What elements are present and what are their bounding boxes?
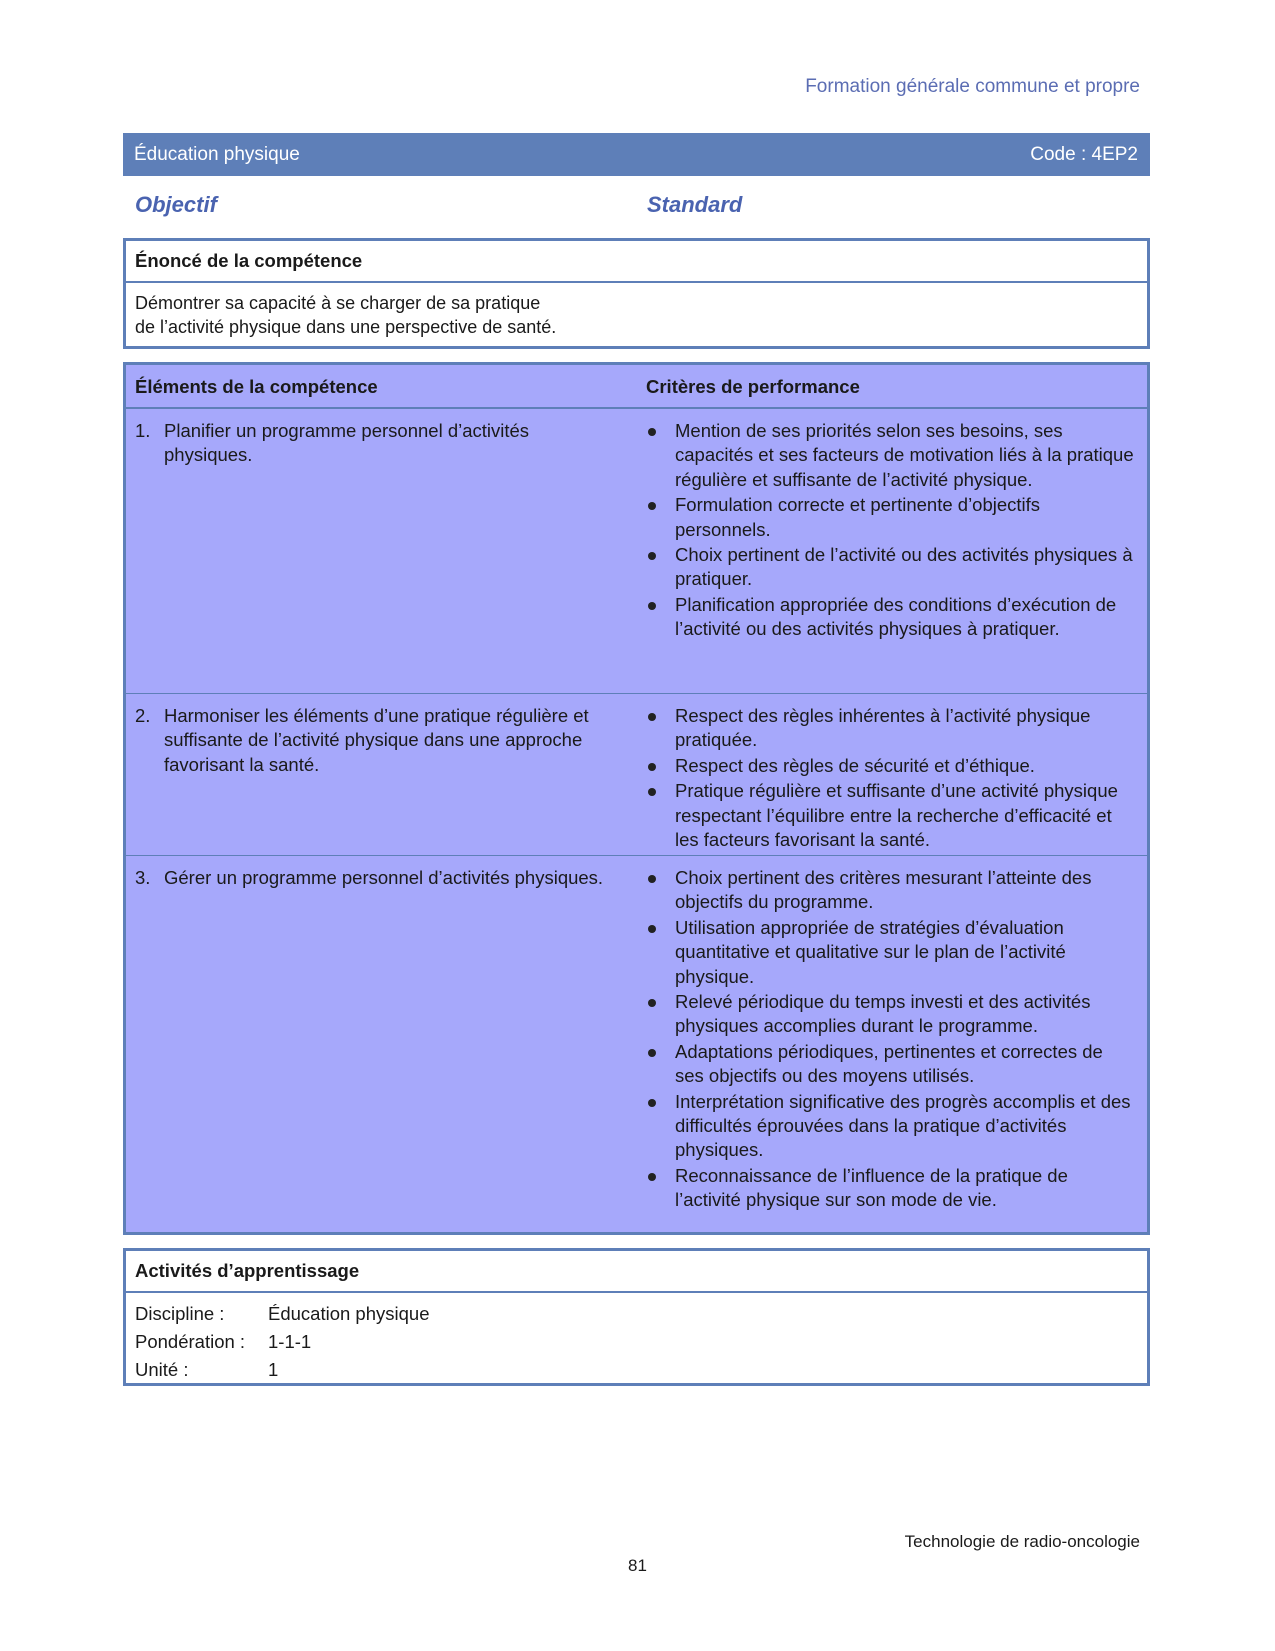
- elements-heading-row: [126, 365, 1147, 409]
- criterion-item: Adaptations périodiques, pertinentes et correctes de ses objectifs ou des moyens utilisés.: [646, 1040, 1136, 1089]
- criterion-item: Respect des règles de sécurité et d’éthique.: [646, 754, 1136, 778]
- criterion-item: Relevé périodique du temps investi et des activités physiques accomplies durant le programme.: [646, 990, 1136, 1039]
- section-header: Formation générale commune et propre: [805, 76, 1140, 97]
- course-title-bar: [123, 133, 1150, 176]
- element-number: 2.: [135, 705, 151, 726]
- criterion-item: Pratique régulière et suffisante d’une activité physique respectant l’équilibre entre la recherche d’efficacité et les facteurs favorisant la santé.: [646, 779, 1136, 852]
- page-number: 81: [628, 1556, 647, 1575]
- activities-heading: Activités d’apprentissage: [126, 1251, 1147, 1293]
- element-text: Harmoniser les éléments d’une pratique régulière et suffisante de l’activité physique dans une approche favorisant la santé.: [164, 705, 589, 775]
- unite-label: Unité :: [135, 1359, 189, 1380]
- criterion-item: Utilisation appropriée de stratégies d’évaluation quantitative et qualitative sur le plan de l’activité physique.: [646, 916, 1136, 989]
- enonce-body: [126, 283, 1147, 347]
- activities-body: [126, 1293, 1147, 1391]
- competence-row: [126, 856, 1147, 1230]
- unite-value: 1: [268, 1359, 279, 1380]
- enonce-line: Démontrer sa capacité à se charger de sa pratique: [135, 293, 541, 313]
- footer-program: Technologie de radio-oncologie: [904, 1532, 1140, 1551]
- criterion-item: Choix pertinent de l’activité ou des activités physiques à pratiquer.: [646, 543, 1136, 592]
- element-number: 1.: [135, 420, 151, 441]
- enonce-heading: Énoncé de la compétence: [126, 241, 1147, 283]
- enonce-line: de l’activité physique dans une perspective de santé.: [135, 317, 557, 337]
- course-subject: Éducation physique: [134, 143, 300, 165]
- criterion-item: Mention de ses priorités selon ses besoins, ses capacités et ses facteurs de motivation liés à la pratique régulière et suffisante de l’activité physique.: [646, 419, 1136, 492]
- elements-heading: Éléments de la compétence: [135, 376, 378, 397]
- activities-box: [123, 1248, 1150, 1386]
- criteria-list: [646, 704, 1136, 853]
- course-code: Code : 4EP2: [1030, 143, 1138, 165]
- criterion-item: Reconnaissance de l’influence de la pratique de l’activité physique sur son mode de vie.: [646, 1164, 1136, 1213]
- ponderation-value: 1-1-1: [268, 1331, 312, 1352]
- unite-row: [135, 1356, 1138, 1384]
- competence-element: [135, 704, 615, 777]
- discipline-row: [135, 1300, 1138, 1328]
- criterion-item: Formulation correcte et pertinente d’objectifs personnels.: [646, 493, 1136, 542]
- discipline-label: Discipline :: [135, 1303, 225, 1324]
- enonce-box: [123, 238, 1150, 349]
- element-text: Gérer un programme personnel d’activités physiques.: [164, 867, 604, 888]
- criterion-item: Planification appropriée des conditions d’exécution de l’activité ou des activités physiques à pratiquer.: [646, 593, 1136, 642]
- competence-element: [135, 866, 615, 890]
- competence-row: [126, 694, 1147, 856]
- elements-table: [123, 362, 1150, 1235]
- criterion-item: Choix pertinent des critères mesurant l’atteinte des objectifs du programme.: [646, 866, 1136, 915]
- criteria-list: [646, 419, 1136, 643]
- competence-row: [126, 409, 1147, 694]
- standard-label: Standard: [647, 192, 743, 217]
- criterion-item: Respect des règles inhérentes à l’activité physique pratiquée.: [646, 704, 1136, 753]
- criteria-list: [646, 866, 1136, 1214]
- ponderation-label: Pondération :: [135, 1331, 246, 1352]
- discipline-value: Éducation physique: [268, 1303, 430, 1324]
- element-number: 3.: [135, 867, 151, 888]
- competence-element: [135, 419, 615, 468]
- criterion-item: Interprétation significative des progrès accomplis et des difficultés éprouvées dans la pratique d’activités physiques.: [646, 1090, 1136, 1163]
- objective-standard-row: [135, 192, 755, 218]
- objectif-label: Objectif: [135, 192, 217, 217]
- element-text: Planifier un programme personnel d’activités physiques.: [164, 420, 530, 466]
- criteria-heading: Critères de performance: [646, 376, 860, 397]
- ponderation-row: [135, 1328, 1138, 1356]
- elements-rows: [126, 409, 1147, 1230]
